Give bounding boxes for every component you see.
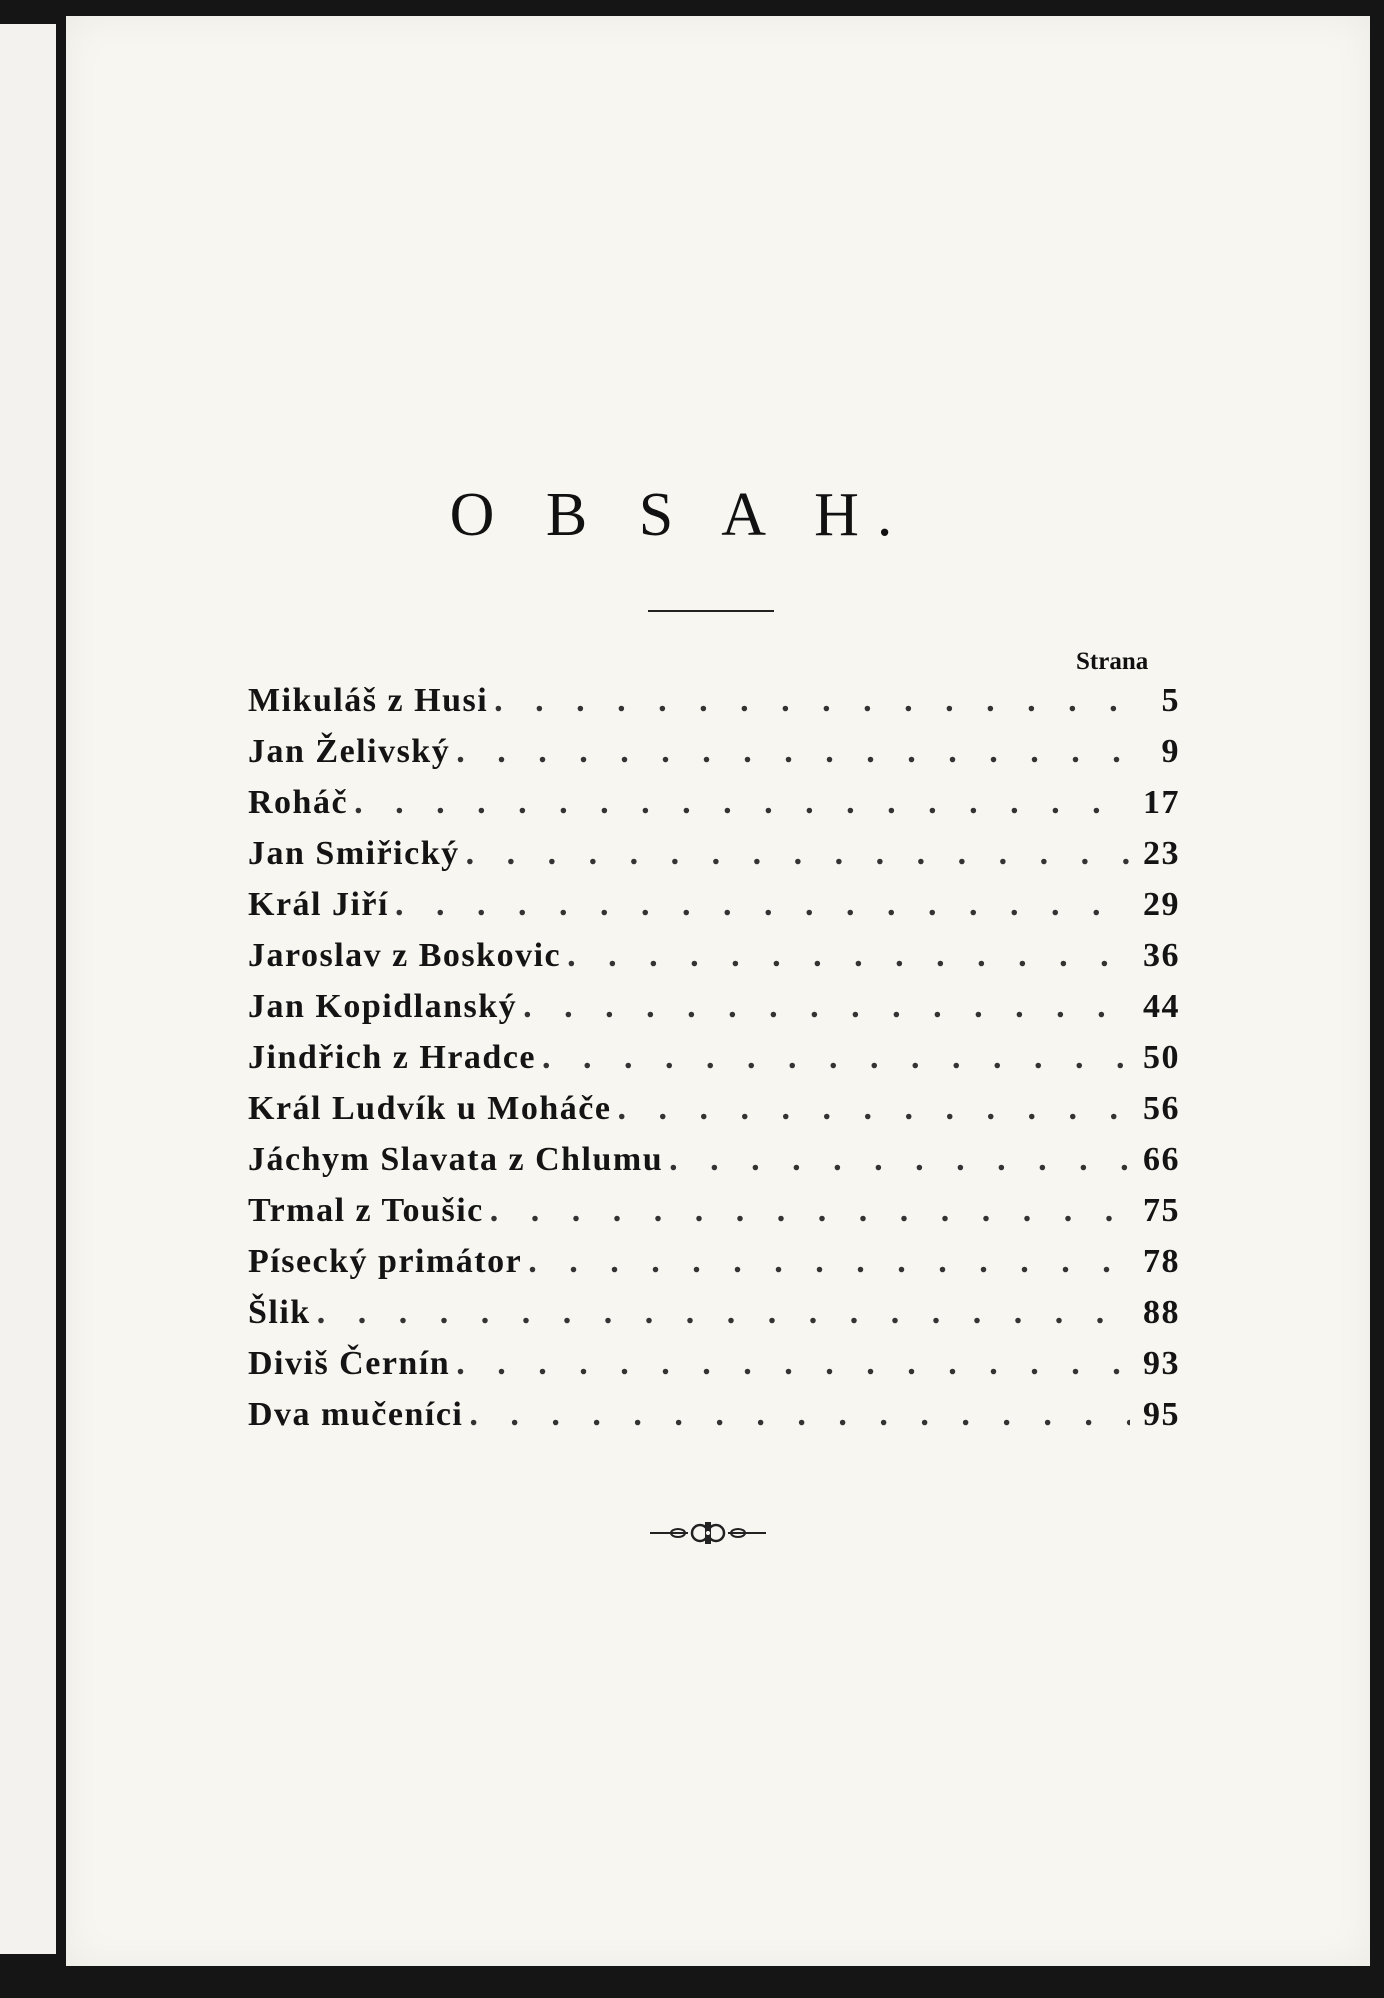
toc-entry: [248, 1141, 1180, 1192]
toc-entry-page: 66: [1143, 1141, 1180, 1178]
toc-entry: [248, 784, 1180, 835]
toc-leader-dots: [456, 733, 1130, 771]
toc-leader-dots: [466, 835, 1130, 873]
floral-ornament-icon: [648, 1516, 768, 1550]
toc-entry: [248, 988, 1180, 1039]
toc-leader-dots: [617, 1090, 1130, 1128]
toc-entry-title: Král Jiří: [248, 886, 389, 923]
toc-entry: [248, 1243, 1180, 1294]
toc-entry-page: 36: [1143, 937, 1180, 974]
toc-entry-title: Písecký primátor: [248, 1243, 523, 1280]
toc-entry: [248, 1345, 1180, 1396]
toc-leader-dots: [528, 1243, 1130, 1281]
toc-entry-title: Roháč: [248, 784, 349, 821]
toc-entry-page: 23: [1143, 835, 1180, 872]
toc-leader-dots: [395, 886, 1130, 924]
page-title: O B S A H.: [449, 481, 911, 549]
toc-leader-dots: [469, 1396, 1130, 1434]
toc-leader-dots: [317, 1294, 1130, 1332]
toc-leader-dots: [354, 784, 1130, 822]
toc-entry: [248, 682, 1180, 733]
facing-page-edge: [0, 24, 56, 1954]
toc-entry: [248, 733, 1180, 784]
toc-entry-page: 78: [1143, 1243, 1180, 1280]
column-header: Strana: [1076, 648, 1149, 675]
toc-entry-page: 29: [1143, 886, 1180, 923]
toc-entry: [248, 835, 1180, 886]
table-of-contents: [248, 682, 1180, 1447]
toc-leader-dots: [669, 1141, 1130, 1179]
toc-entry-title: Dva mučeníci: [248, 1396, 464, 1433]
toc-entry-page: 50: [1143, 1039, 1180, 1076]
toc-entry-page: 17: [1143, 784, 1180, 821]
toc-entry-title: Jaroslav z Boskovic: [248, 937, 562, 974]
toc-entry-title: Mikuláš z Husi: [248, 682, 489, 719]
toc-entry-title: Šlik: [248, 1294, 311, 1331]
toc-leader-dots: [456, 1345, 1130, 1383]
toc-entry: [248, 1039, 1180, 1090]
toc-entry-page: 44: [1143, 988, 1180, 1025]
toc-entry-title: Jan Želivský: [248, 733, 451, 770]
title-rule: [648, 610, 774, 612]
toc-leader-dots: [542, 1039, 1130, 1077]
toc-entry: [248, 1192, 1180, 1243]
toc-leader-dots: [494, 682, 1130, 720]
toc-leader-dots: [490, 1192, 1130, 1230]
toc-entry-page: 56: [1143, 1090, 1180, 1127]
toc-entry-page: 9: [1161, 733, 1180, 770]
toc-entry: [248, 1090, 1180, 1141]
toc-entry-page: 95: [1143, 1396, 1180, 1433]
toc-entry-title: Jindřich z Hradce: [248, 1039, 537, 1076]
toc-entry: [248, 937, 1180, 988]
toc-entry-title: Jan Smiřický: [248, 835, 460, 872]
toc-entry: [248, 886, 1180, 937]
toc-entry-title: Jáchym Slavata z Chlumu: [248, 1141, 664, 1178]
toc-entry-page: 75: [1143, 1192, 1180, 1229]
toc-entry-page: 88: [1143, 1294, 1180, 1331]
toc-entry-title: Král Ludvík u Moháče: [248, 1090, 612, 1127]
toc-leader-dots: [567, 937, 1130, 975]
toc-entry-title: Trmal z Toušic: [248, 1192, 484, 1229]
toc-entry: [248, 1396, 1180, 1447]
toc-entry-page: 5: [1161, 682, 1180, 719]
toc-entry: [248, 1294, 1180, 1345]
toc-leader-dots: [523, 988, 1130, 1026]
toc-entry-title: Diviš Černín: [248, 1345, 451, 1382]
toc-entry-title: Jan Kopidlanský: [248, 988, 518, 1025]
toc-entry-page: 93: [1143, 1345, 1180, 1382]
